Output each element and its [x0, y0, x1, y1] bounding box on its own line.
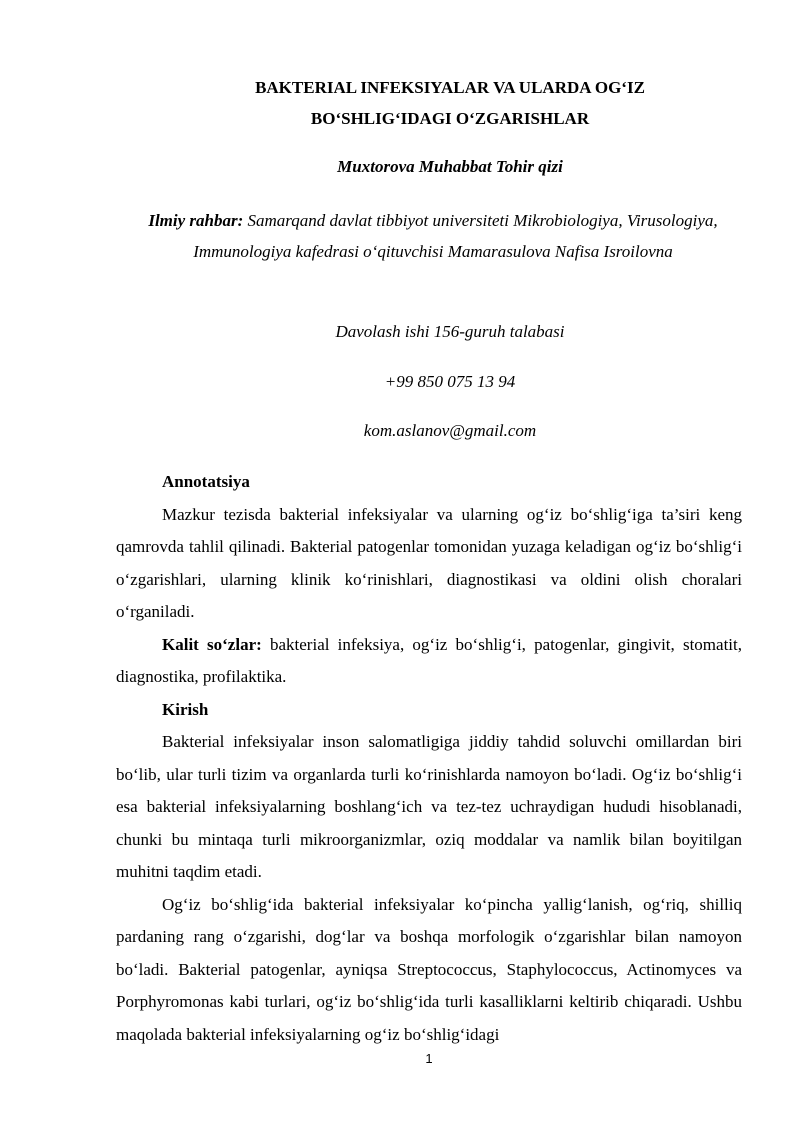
paper-title — [100, 72, 800, 134]
title-line-2: BO‘SHLIG‘IDAGI O‘ZGARISHLAR — [310, 109, 590, 128]
author-email: kom.aslanov@gmail.com — [363, 421, 537, 440]
intro-heading: Kirish — [162, 699, 209, 719]
abstract-heading: Annotatsiya — [162, 472, 250, 491]
author-phone: +99 850 075 13 94 — [384, 372, 516, 391]
keywords-label: Kalit so‘zlar: — [162, 634, 262, 654]
title-line-1: BAKTERIAL INFEKSIYALAR VA ULARDA OG‘IZ — [255, 78, 645, 97]
advisor-text: Samarqand davlat tibbiyot universiteti Mikrobiologiya, Virusologiya, Immunologiya kafedrasi o‘qituvchisi Mamarasulova Nafisa Isroilovna — [193, 211, 718, 261]
advisor-label: Ilmiy rahbar: — [148, 211, 244, 230]
intro-paragraph-2: Og‘iz bo‘shlig‘ida bakterial infeksiyalar ko‘pincha yallig‘lanish, og‘riq, shilliq pardaning rang o‘zgarishi, dog‘lar va boshqa morfologik o‘zgarishlar bilan namoyon bo‘ladi. Bakterial patogenlar, ayniqsa Streptococcus, Staphylococcus, Actinomyces va Porphyromonas kabi turlari, og‘iz bo‘shlig‘ida turli kasalliklarni keltirib chiqaradi. Ushbu maqolada bakterial infeksiyalarning og‘iz bo‘shlig‘idagi — [116, 894, 742, 1044]
keywords-text: bakterial infeksiya, og‘iz bo‘shlig‘i, patogenlar, gingivit, stomatit, diagnostika, profilaktika. — [116, 634, 742, 686]
body-text — [116, 466, 742, 1051]
author-group: Davolash ishi 156-guruh talabasi — [335, 322, 565, 341]
page-number: 1 — [425, 1051, 433, 1066]
author-name: Muxtorova Muhabbat Tohir qizi — [337, 157, 563, 176]
intro-paragraph-1: Bakterial infeksiyalar inson salomatligiga jiddiy tahdid soluvchi omillardan biri bo‘lib, ular turli tizim va organlarda turli ko‘rinishlarda namoyon bo‘ladi. Og‘iz bo‘shlig‘i esa bakterial infeksiyalarning boshlang‘ich va tez-tez uchraydigan hududi hisoblanadi, chunki bu mintaqa turli mikroorganizmlar, oziq moddalar va namlik bilan boyitilgan muhitni taqdim etadi. — [116, 732, 742, 881]
keywords-paragraph — [116, 629, 742, 694]
abstract-paragraph: Mazkur tezisda bakterial infeksiyalar va ularning og‘iz bo‘shlig‘iga ta’siri keng qamrovda tahlil qilinadi. Bakterial patogenlar tomonidan yuzaga keladigan og‘iz bo‘shlig‘i o‘zgarishlari, ularning klinik ko‘rinishlari, diagnostikasi va oldini olish choralari o‘rganiladi. — [116, 504, 742, 621]
advisor-block — [118, 205, 748, 267]
